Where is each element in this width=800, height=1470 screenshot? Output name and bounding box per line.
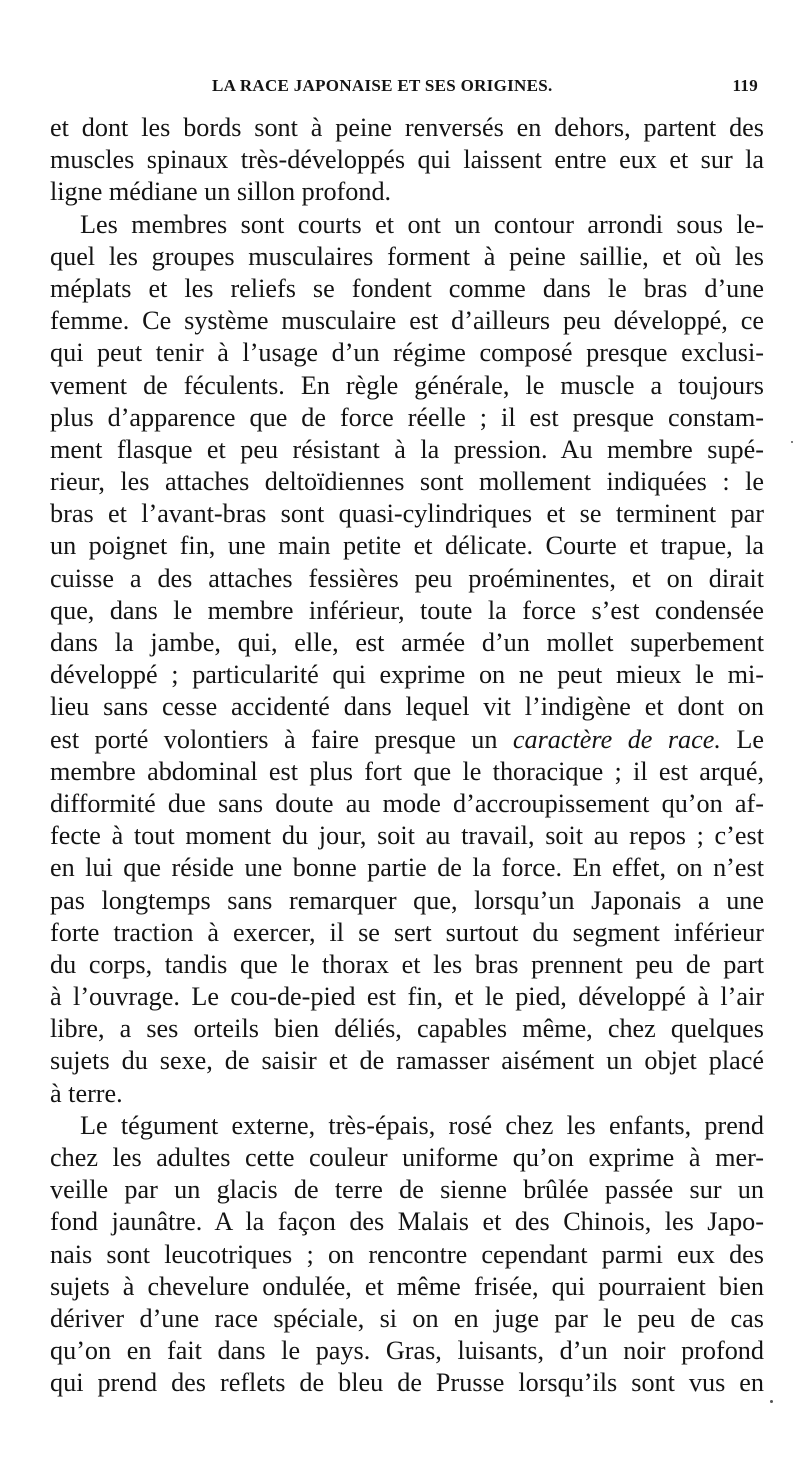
- text-line: muscles spinaux très-développés qui laissent entre eux et sur la: [50, 145, 764, 175]
- print-speck: [770, 1400, 773, 1403]
- text-line: veille par un glacis de terre de sienne brûlée passée sur un: [50, 1175, 764, 1205]
- page-number: 119: [732, 76, 758, 95]
- text-line: que, dans le membre inférieur, toute la force s’est condensée: [50, 595, 764, 625]
- text-line: à terre.: [50, 1078, 123, 1108]
- text-line: sujets du sexe, de saisir et de ramasser aisément un objet placé: [50, 1046, 764, 1076]
- text-line: qu’on en fait dans le pays. Gras, luisants, d’un noir profond: [50, 1336, 764, 1366]
- text-line: Le tégument externe, très-épais, rosé chez les enfants, prend: [80, 1110, 764, 1140]
- text-line: méplats et les reliefs se fondent comme dans le bras d’une: [50, 273, 764, 303]
- text-line: et dont les bords sont à peine renversés en dehors, partent des: [50, 113, 764, 142]
- text-line: lieu sans cesse accidenté dans lequel vit l’indigène et dont on: [50, 692, 764, 722]
- text-line: nais sont leucotriques ; on rencontre cependant parmi eux des: [50, 1239, 764, 1269]
- text-line: en lui que réside une bonne partie de la force. En effet, on n’est: [50, 853, 764, 883]
- italic-phrase: caractère de race.: [512, 724, 721, 754]
- text-line-with-italic: [50, 724, 764, 756]
- text-line: du corps, tandis que le thorax et les bras prennent peu de part: [50, 949, 764, 979]
- body-text: [50, 112, 764, 1400]
- text-line: cuisse a des attaches fessières peu proéminentes, et on dirait: [50, 563, 764, 593]
- text-line: rieur, les attaches deltoïdiennes sont mollement indiquées : le: [50, 467, 764, 497]
- text-line: pas longtemps sans remarquer que, lorsqu’un Japonais a une: [50, 885, 764, 915]
- text-line: dériver d’une race spéciale, si on en juge par le peu de cas: [50, 1303, 764, 1333]
- text-line: Les membres sont courts et ont un contour arrondi sous le-: [80, 209, 764, 239]
- print-speck: [791, 441, 793, 443]
- text-line: fond jaunâtre. A la façon des Malais et des Chinois, les Japo-: [50, 1207, 764, 1237]
- text-line: chez les adultes cette couleur uniforme qu’on exprime à mer-: [50, 1143, 764, 1172]
- running-title: LA RACE JAPONAISE ET SES ORIGINES.: [212, 76, 553, 95]
- text-line: femme. Ce système musculaire est d’ailleurs peu développé, ce: [50, 306, 764, 336]
- text-line: libre, a ses orteils bien déliés, capables même, chez quelques: [50, 1014, 764, 1044]
- text-segment: est porté volontiers à faire presque un: [50, 724, 513, 754]
- text-line: ligne médiane un sillon profond.: [50, 177, 392, 207]
- text-line: bras et l’avant-bras sont quasi-cylindriques et se terminent par: [50, 499, 764, 529]
- text-line: développé ; particularité qui exprime on ne peut mieux le mi-: [50, 660, 764, 690]
- running-head: [50, 74, 764, 102]
- text-line: difformité due sans doute au mode d’accroupissement qu’on af-: [50, 788, 764, 818]
- text-line: qui peut tenir à l’usage d’un régime composé presque exclusi-: [50, 338, 764, 368]
- text-line: plus d’apparence que de force réelle ; il est presque constam-: [50, 402, 764, 432]
- text-segment: Le: [720, 724, 764, 754]
- text-line: forte traction à exercer, il se sert surtout du segment inférieur: [50, 917, 764, 947]
- text-line: quel les groupes musculaires forment à peine saillie, et où les: [50, 241, 764, 271]
- text-line: vement de féculents. En règle générale, le muscle a toujours: [50, 370, 764, 400]
- text-line: dans la jambe, qui, elle, est armée d’un mollet superbement: [50, 628, 764, 657]
- text-line: fecte à tout moment du jour, soit au travail, soit au repos ; c’est: [50, 821, 764, 851]
- text-line: à l’ouvrage. Le cou-de-pied est fin, et le pied, développé à l’air: [50, 982, 764, 1012]
- text-line: ment flasque et peu résistant à la pression. Au membre supé-: [50, 434, 764, 464]
- text-line: sujets à chevelure ondulée, et même frisée, qui pourraient bien: [50, 1271, 764, 1301]
- text-line: membre abdominal est plus fort que le thoracique ; il est arqué,: [50, 756, 764, 786]
- text-line: qui prend des reflets de bleu de Prusse lorsqu’ils sont vus en: [50, 1368, 764, 1398]
- text-line: un poignet fin, une main petite et délicate. Courte et trapue, la: [50, 531, 764, 561]
